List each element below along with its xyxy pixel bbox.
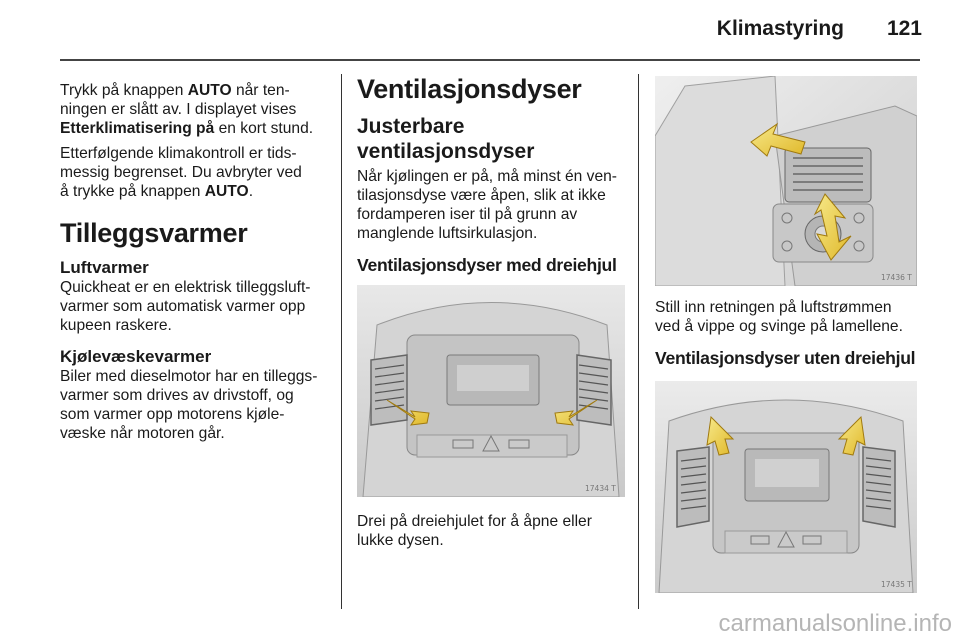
column-1 <box>60 81 338 443</box>
column-divider-right <box>638 74 639 609</box>
page-number: 121 <box>886 17 922 40</box>
paragraph-diesel-heater: Biler med dieselmotor har en tilleggs- varmer som drives av drivstoff, og som varmer opp motorens kjøle- væske når motoren går. <box>60 368 318 442</box>
heading-ventilasjonsdyser: Ventilasjonsdyser <box>357 74 582 104</box>
column-3-text <box>655 298 925 369</box>
figure-side-vent-adjust <box>655 76 917 286</box>
figure-3-code: 17435 T <box>881 580 912 589</box>
watermark: carmanualsonline.info <box>718 610 952 637</box>
header-rule <box>60 59 920 61</box>
heading-tilleggsvarmer: Tilleggsvarmer <box>60 218 248 248</box>
paragraph-quickheat: Quickheat er en elektrisk tilleggsluft- varmer som automatisk varmer opp kupeen raskere. <box>60 279 311 334</box>
paragraph-auto-after-climate: Trykk på knappen AUTO når ten- ningen er slått av. I displayet vises Etterklimatisering på en kort stund. <box>60 82 314 137</box>
subheading-kjolevaeskevarmer: Kjølevæskevarmer <box>60 347 212 366</box>
paragraph-lamella-instruction: Still inn retningen på luftstrømmen ved å vippe og svinge på lamellene. <box>655 299 903 335</box>
figure-vents-without-thumbwheel <box>655 381 917 593</box>
subheading-uten-dreiehjul: Ventilasjonsdyser uten dreiehjul <box>655 348 916 368</box>
subheading-luftvarmer: Luftvarmer <box>60 258 149 277</box>
column-2 <box>357 74 633 276</box>
subheading-med-dreiehjul: Ventilasjonsdyser med dreiehjul <box>357 255 617 275</box>
paragraph-thumbwheel-instruction: Drei på dreiehjulet for å åpne eller lukke dysen. <box>357 513 592 549</box>
column-2-lower <box>357 512 633 550</box>
figure-1-code: 17434 T <box>585 484 616 493</box>
running-header-title: Klimastyring <box>716 17 844 40</box>
figure-2-code: 17436 T <box>881 273 912 282</box>
paragraph-cooling-note: Når kjølingen er på, må minst én ven- tilasjonsdyse være åpen, slik at ikke fordamperen iser til på grunn av manglende luftsirkulasjon. <box>357 168 617 242</box>
subheading-justerbare: Justerbare ventilasjonsdyser <box>357 115 535 163</box>
paragraph-time-limited: Etterfølgende klimakontroll er tids- messig begrenset. Du avbryter ved å trykke på knappen AUTO. <box>60 145 302 200</box>
figure-vents-with-thumbwheel <box>357 285 625 497</box>
column-divider-left <box>341 74 342 609</box>
